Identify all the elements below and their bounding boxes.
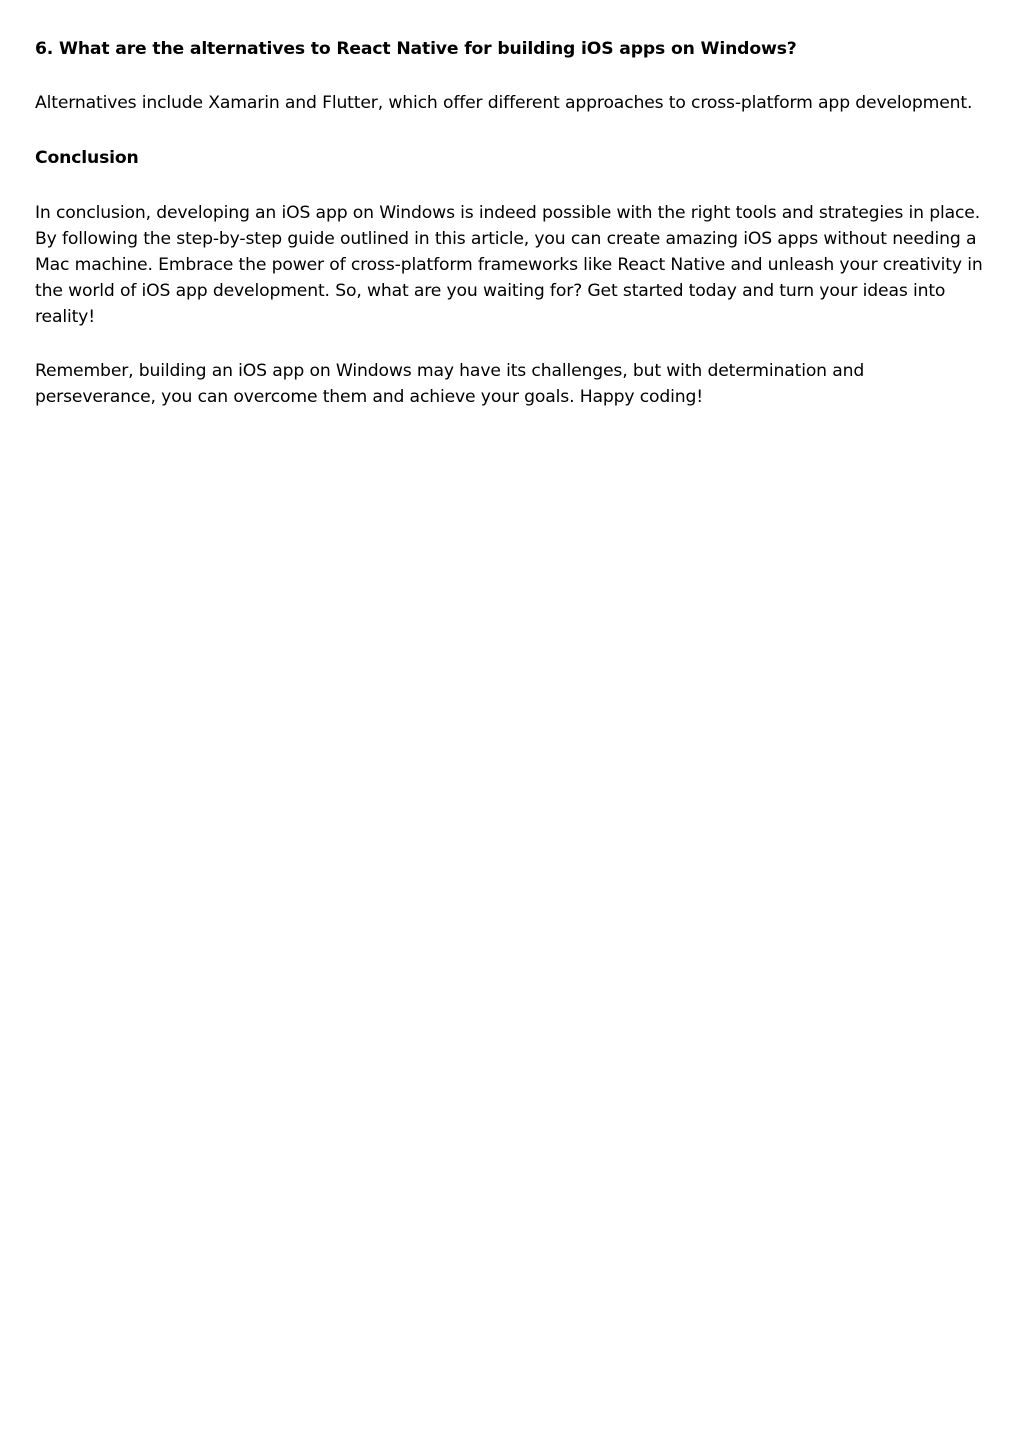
faq-question-heading: 6. What are the alternatives to React Native for building iOS apps on Windows? <box>35 39 797 59</box>
faq-answer-text: Alternatives include Xamarin and Flutter, which offer different approaches to cross-platform app development. <box>35 93 973 113</box>
closing-paragraph: Remember, building an iOS app on Windows may have its challenges, but with determination and perseverance, you can overcome them and achieve your goals. Happy coding! <box>35 361 865 407</box>
conclusion-paragraph: In conclusion, developing an iOS app on Windows is indeed possible with the right tools and strategies in place. By following the step-by-step guide outlined in this article, you can create amazing iOS apps without needing a Mac machine. Embrace the power of cross-platform frameworks like React Native and unleash your creativity in the world of iOS app development. So, what are you waiting for? Get started today and turn your ideas into reality! <box>35 203 983 327</box>
conclusion-heading: Conclusion <box>35 148 139 168</box>
